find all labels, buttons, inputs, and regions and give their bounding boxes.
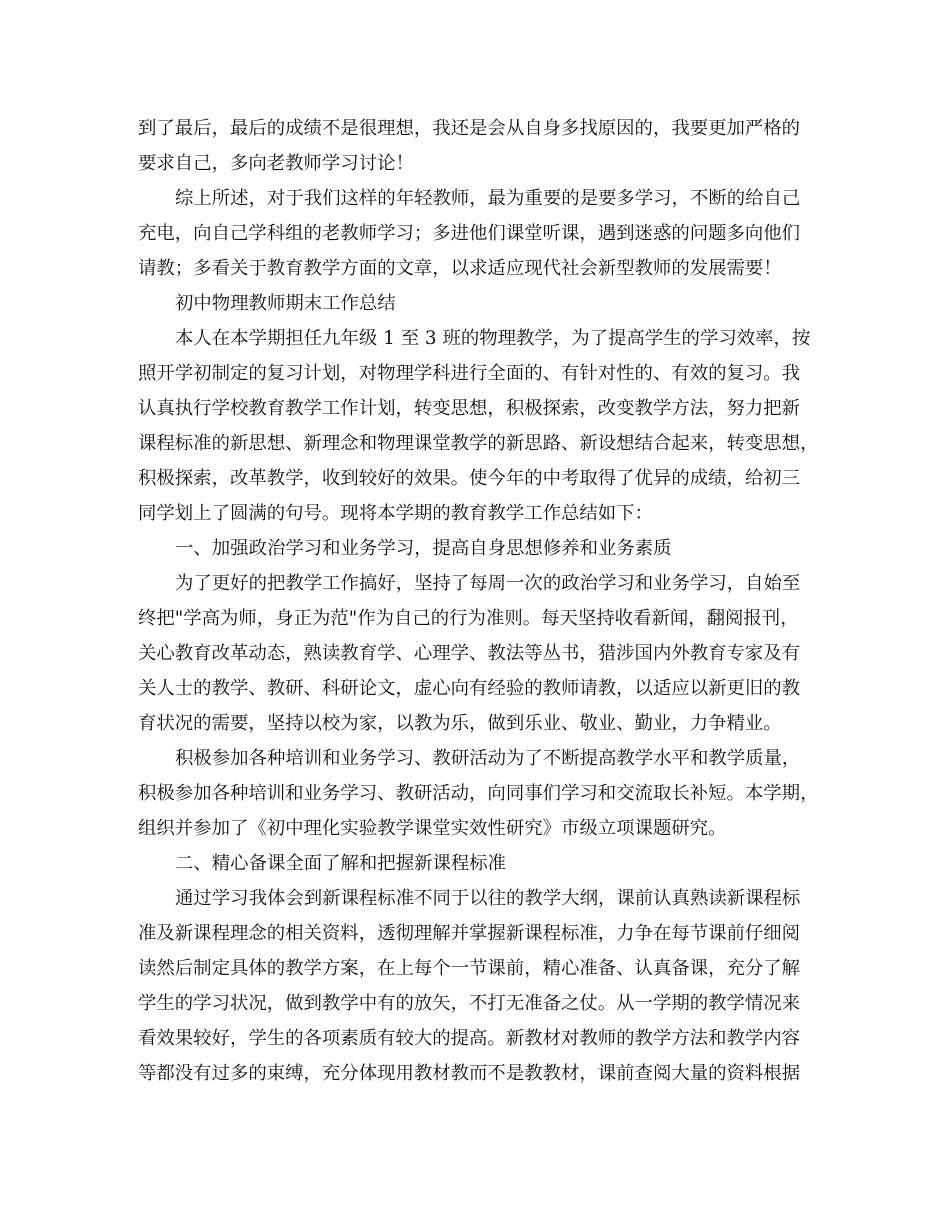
line-text: 二、精心备课全面了解和把握新课程标准	[175, 853, 507, 874]
line-text: 综上所述，对于我们这样的年轻教师，最为重要的是要多学习，不断的给自己	[175, 188, 801, 209]
line-text: 关心教育改革动态，熟读教育学、心理学、教法等丛书，猎涉国内外教育专家及有	[138, 643, 801, 664]
line-text: 认真执行学校教育教学工作计划，转变思想，积极探索，改变教学方法，努力把新	[138, 398, 801, 419]
line-text: 课程标准的新思想、新理念和物理课堂教学的新思路、新设想结合起来，转变思想，	[138, 433, 819, 454]
line-text: 学生的学习状况，做到教学中有的放矢，不打无准备之仗。从一学期的教学情况来	[138, 993, 801, 1014]
line-text: 终把"学高为师，身正为范"作为自己的行为准则。每天坚持收看新闻，翻阅报刊，	[138, 608, 799, 629]
line-text: 本人在本学期担任九年级 1 至 3 班的物理教学，为了提高学生的学习效率，按	[175, 328, 811, 349]
line-text: 为了更好的把教学工作搞好，坚持了每周一次的政治学习和业务学习，自始至	[175, 573, 801, 594]
line-text: 一、加强政治学习和业务学习，提高自身思想修养和业务素质	[175, 538, 672, 559]
line-text: 积极探索，改革教学，收到较好的效果。使今年的中考取得了优异的成绩，给初三	[138, 468, 801, 489]
line-text: 照开学初制定的复习计划，对物理学科进行全面的、有针对性的、有效的复习。我	[138, 363, 801, 384]
line-text: 准及新课程理念的相关资料，透彻理解并掌握新课程标准，力争在每节课前仔细阅	[138, 923, 801, 944]
line-text: 请教；多看关于教育教学方面的文章，以求适应现代社会新型教师的发展需要！	[138, 258, 782, 279]
line-text: 到了最后，最后的成绩不是很理想，我还是会从自身多找原因的，我要更加严格的	[138, 118, 801, 139]
line-text: 积极参加各种培训和业务学习、教研活动为了不断提高教学水平和教学质量，	[175, 748, 801, 769]
line-text: 通过学习我体会到新课程标准不同于以往的教学大纲，课前认真熟读新课程标	[175, 888, 801, 909]
line-text: 看效果较好，学生的各项素质有较大的提高。新教材对教师的教学方法和教学内容	[138, 1028, 801, 1049]
line-text: 等都没有过多的束缚，充分体现用教材教而不是教教材，课前查阅大量的资料根据	[138, 1063, 801, 1084]
line-text: 积极参加各种培训和业务学习、教研活动，向同事们学习和交流取长补短。本学期，	[138, 783, 819, 804]
line-text: 育状况的需要，坚持以校为家，以教为乐，做到乐业、敬业、勤业，力争精业。	[138, 713, 782, 734]
line-text: 初中物理教师期末工作总结	[175, 293, 396, 314]
line-text: 充电，向自己学科组的老教师学习；多进他们课堂听课，遇到迷惑的问题多向他们	[138, 223, 801, 244]
line-text: 关人士的教学、教研、科研论文，虚心向有经验的教师请教，以适应以新更旧的教	[138, 678, 801, 699]
line-text: 要求自己，多向老教师学习讨论！	[138, 153, 414, 174]
line-text: 组织并参加了《初中理化实验教学课堂实效性研究》市级立项课题研究。	[138, 818, 727, 839]
line-text: 同学划上了圆满的句号。现将本学期的教育教学工作总结如下：	[138, 503, 653, 524]
line-text: 读然后制定具体的教学方案，在上每个一节课前，精心准备、认真备课，充分了解	[138, 958, 801, 979]
